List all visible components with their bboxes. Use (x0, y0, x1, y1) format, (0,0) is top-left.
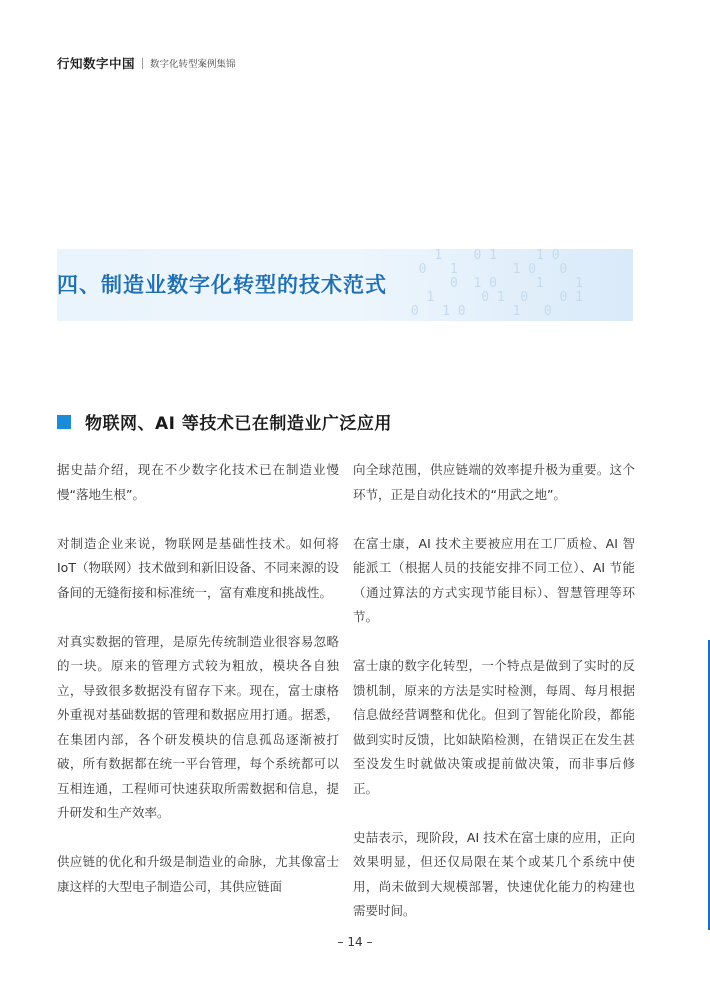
paragraph: 对真实数据的管理，是原先传统制造业很容易忽略的一块。原来的管理方式较为粗放，模块各自独立，导致很多数据没有留存下来。现在，富士康格外重视对基础数据的管理和数据应用打通。据悉，在集团内部，各个研发模块的信息孤岛逐渐被打破，所有数据都在统一平台管理，每个系统都可以互相连通，工程师可快速获取所需数据和信息，提升研发和生产效率。 (57, 633, 339, 820)
binary-decoration: 1 0 1 1 0 0 1 1 0 0 0 1 0 1 1 1 0 1 0 0 1 0 1 0 1 0 (410, 249, 584, 319)
left-column (57, 458, 339, 899)
subsection-title: 物联网、AI 等技术已在制造业广泛应用 (85, 414, 392, 434)
publication-subtitle: 数字化转型案例集锦 (150, 59, 236, 70)
paragraph: 富士康的数字化转型，一个特点是做到了实时的反馈机制，原来的方法是实时检测，每周、每月根据信息做经营调整和优化。但到了智能化阶段，都能做到实时反馈，比如缺陷检测，在错误正在发生甚至没发生时就做决策或提前做决策，而非事后修正。 (353, 658, 635, 796)
page-header (57, 54, 236, 72)
section-title: 四、制造业数字化转型的技术范式 (57, 273, 387, 297)
right-column (353, 458, 635, 924)
square-bullet-icon (57, 415, 71, 429)
page-number: – 14 – (337, 935, 373, 949)
paragraph: 在富士康，AI 技术主要被应用在工厂质检、AI 智能派工（根据人员的技能安排不同工位）、AI 节能（通过算法的方式实现节能目标）、智慧管理等环节。 (353, 535, 635, 624)
header-divider (142, 58, 143, 69)
subsection-heading (57, 409, 392, 434)
section-banner (57, 249, 633, 321)
paragraph: 供应链的优化和升级是制造业的命脉，尤其像富士康这样的大型电子制造公司，其供应链面 (57, 854, 339, 894)
brand-name: 行知数字中国 (57, 56, 136, 71)
paragraph: 史喆表示，现阶段，AI 技术在富士康的应用，正向效果明显，但还仅局限在某个或某几个系统中使用，尚未做到大规模部署，快速优化能力的构建也需要时间。 (353, 829, 635, 918)
paragraph: 向全球范围，供应链端的效率提升极为重要。这个环节，正是自动化技术的“用武之地”。 (353, 462, 635, 502)
paragraph: 对制造企业来说，物联网是基础性技术。如何将 IoT（物联网）技术做到和新旧设备、不同来源的设备间的无缝衔接和标准统一，富有难度和挑战性。 (57, 535, 339, 600)
paragraph: 据史喆介绍，现在不少数字化技术已在制造业慢慢“落地生根”。 (57, 462, 339, 502)
